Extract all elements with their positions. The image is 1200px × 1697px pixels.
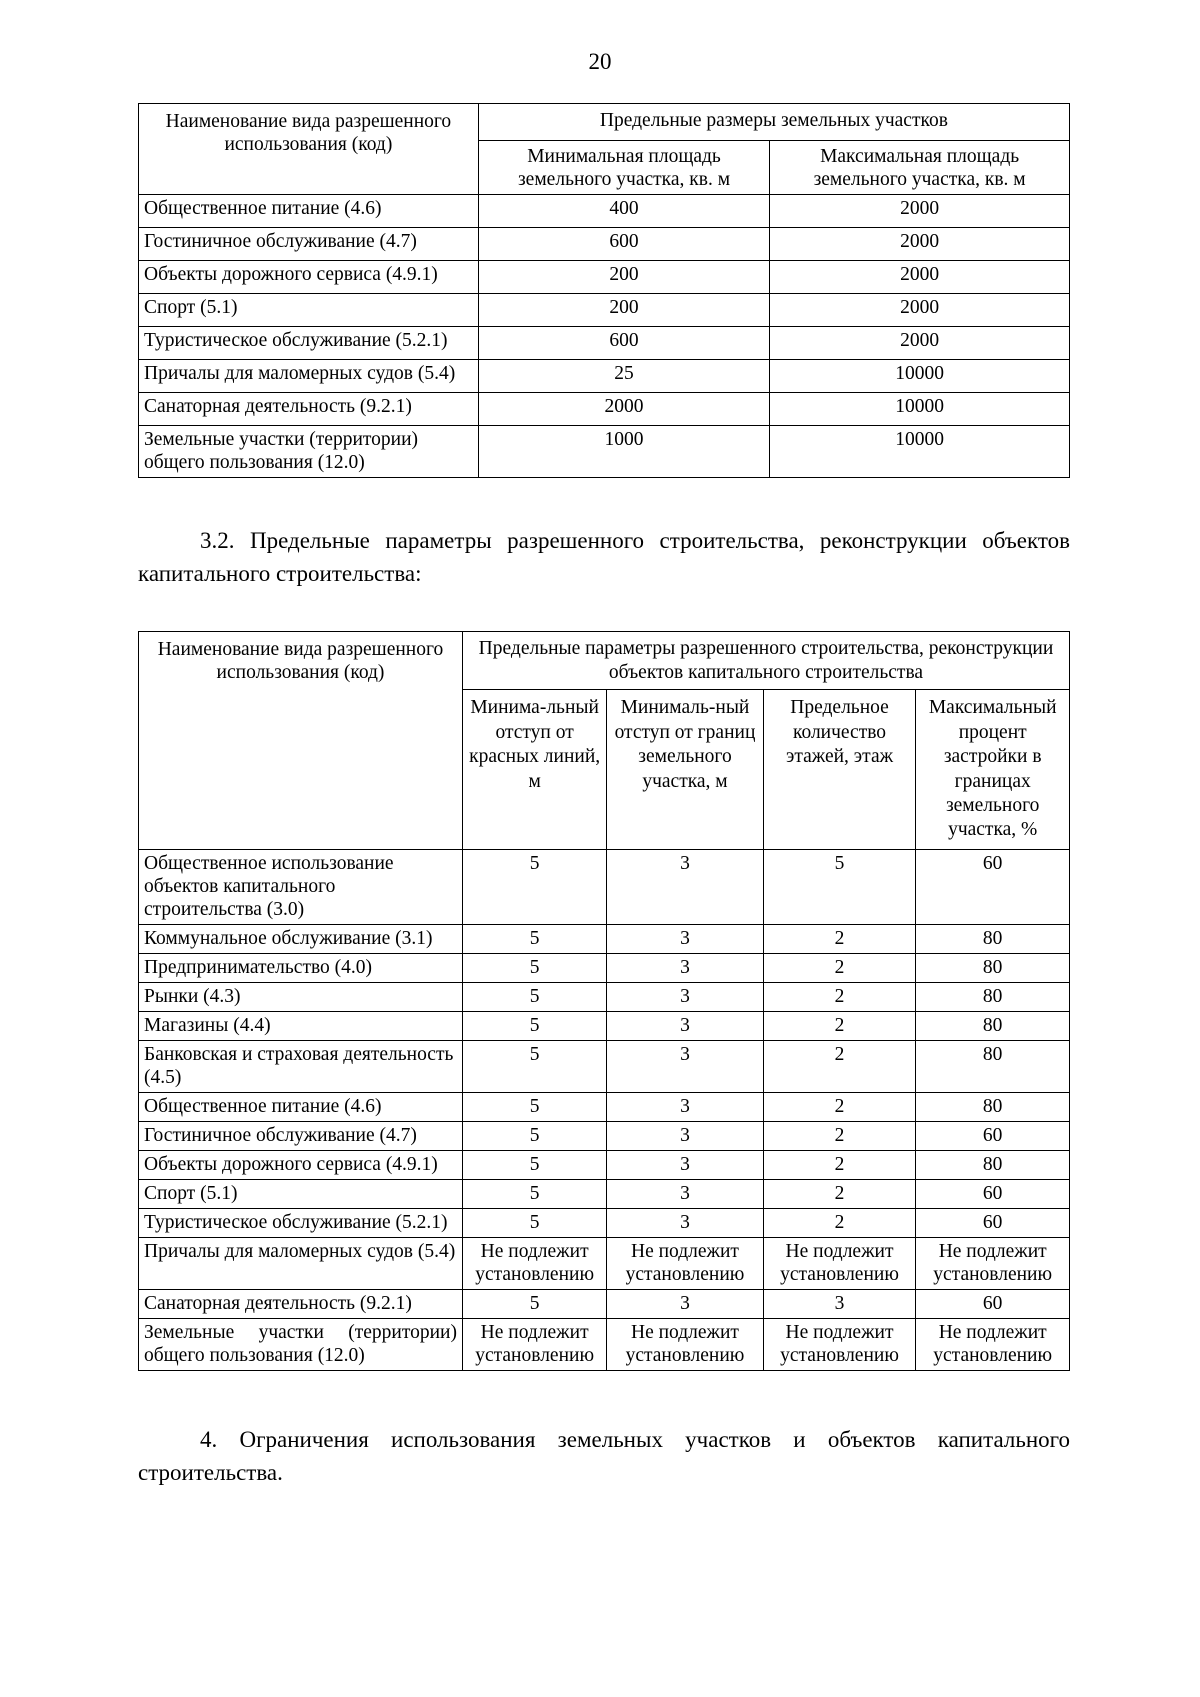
cell-max-floors: 2 xyxy=(763,1011,916,1040)
cell-use-type: Причалы для маломерных судов (5.4) xyxy=(139,360,479,393)
cell-max-floors: 2 xyxy=(763,1092,916,1121)
header-cell-use-type: Наименование вида разрешенного использования (код) xyxy=(139,631,463,849)
cell-max-build-percent: 80 xyxy=(916,1011,1070,1040)
cell-use-type: Предпринимательство (4.0) xyxy=(139,953,463,982)
cell-use-type: Общественное питание (4.6) xyxy=(139,195,479,228)
cell-use-type: Санаторная деятельность (9.2.1) xyxy=(139,1289,463,1318)
cell-min-setback-boundaries: 3 xyxy=(607,953,763,982)
cell-max-build-percent: Не подлежит установлению xyxy=(916,1237,1070,1289)
table-row xyxy=(139,1092,1070,1121)
cell-max-area: 10000 xyxy=(770,360,1070,393)
cell-min-setback-red-lines: 5 xyxy=(462,1150,606,1179)
table-row xyxy=(139,393,1070,426)
cell-min-setback-red-lines: 5 xyxy=(462,924,606,953)
paragraph-3-2: 3.2. Предельные параметры разрешенного строительства, реконструкции объектов капитального строительства: xyxy=(138,528,1070,587)
table-row xyxy=(139,1318,1070,1370)
cell-max-area: 2000 xyxy=(770,228,1070,261)
cell-max-floors: 2 xyxy=(763,1208,916,1237)
cell-min-area: 200 xyxy=(478,261,769,294)
cell-max-floors: 2 xyxy=(763,1040,916,1092)
cell-min-setback-boundaries: 3 xyxy=(607,1040,763,1092)
table-row xyxy=(139,1179,1070,1208)
table-row xyxy=(139,849,1070,924)
table-row xyxy=(139,1208,1070,1237)
header-cell-min-area: Минимальная площадь земельного участка, кв. м xyxy=(478,141,769,195)
cell-use-type: Объекты дорожного сервиса (4.9.1) xyxy=(139,1150,463,1179)
cell-min-setback-red-lines: 5 xyxy=(462,1040,606,1092)
cell-max-floors: 5 xyxy=(763,849,916,924)
cell-min-setback-red-lines: 5 xyxy=(462,1208,606,1237)
header-cell-max-area: Максимальная площадь земельного участка, кв. м xyxy=(770,141,1070,195)
cell-use-type: Коммунальное обслуживание (3.1) xyxy=(139,924,463,953)
cell-min-area: 2000 xyxy=(478,393,769,426)
cell-max-build-percent: 80 xyxy=(916,1092,1070,1121)
cell-min-area: 400 xyxy=(478,195,769,228)
cell-min-setback-boundaries: 3 xyxy=(607,924,763,953)
cell-min-setback-red-lines: 5 xyxy=(462,1121,606,1150)
cell-use-type: Общественное питание (4.6) xyxy=(139,1092,463,1121)
cell-min-setback-red-lines: 5 xyxy=(462,1289,606,1318)
cell-min-setback-red-lines: Не подлежит установлению xyxy=(462,1237,606,1289)
cell-max-floors: 2 xyxy=(763,1179,916,1208)
cell-use-type: Гостиничное обслуживание (4.7) xyxy=(139,228,479,261)
cell-min-setback-red-lines: 5 xyxy=(462,1011,606,1040)
table-row xyxy=(139,195,1070,228)
cell-min-setback-boundaries: 3 xyxy=(607,1179,763,1208)
cell-use-type: Объекты дорожного сервиса (4.9.1) xyxy=(139,261,479,294)
spacer xyxy=(138,591,1070,631)
cell-min-area: 600 xyxy=(478,327,769,360)
cell-min-setback-red-lines: Не подлежит установлению xyxy=(462,1318,606,1370)
cell-max-build-percent: 80 xyxy=(916,1150,1070,1179)
cell-max-floors: Не подлежит установлению xyxy=(763,1237,916,1289)
cell-min-setback-red-lines: 5 xyxy=(462,953,606,982)
cell-min-setback-boundaries: 3 xyxy=(607,982,763,1011)
cell-use-type: Общественное использование объектов капитального строительства (3.0) xyxy=(139,849,463,924)
page-content xyxy=(138,103,1070,1489)
cell-use-type: Санаторная деятельность (9.2.1) xyxy=(139,393,479,426)
table-row xyxy=(139,327,1070,360)
cell-max-build-percent: 80 xyxy=(916,982,1070,1011)
cell-max-area: 10000 xyxy=(770,426,1070,478)
cell-use-type: Рынки (4.3) xyxy=(139,982,463,1011)
table-row xyxy=(139,1040,1070,1092)
cell-max-floors: 2 xyxy=(763,924,916,953)
cell-max-build-percent: 60 xyxy=(916,1121,1070,1150)
spacer xyxy=(138,478,1070,524)
land-plot-size-table xyxy=(138,103,1070,478)
cell-max-area: 2000 xyxy=(770,327,1070,360)
cell-max-build-percent: 60 xyxy=(916,1208,1070,1237)
table-header-row xyxy=(139,631,1070,690)
cell-use-type: Банковская и страховая деятельность (4.5) xyxy=(139,1040,463,1092)
cell-use-type: Земельные участки (территории) общего пользования (12.0) xyxy=(139,426,479,478)
paragraph-4: 4. Ограничения использования земельных участков и объектов капитального строительства. xyxy=(138,1426,1070,1486)
cell-max-area: 2000 xyxy=(770,294,1070,327)
cell-max-build-percent: 60 xyxy=(916,1289,1070,1318)
cell-max-floors: 2 xyxy=(763,953,916,982)
table-row xyxy=(139,953,1070,982)
cell-max-build-percent: 80 xyxy=(916,924,1070,953)
table-header-row xyxy=(139,104,1070,141)
cell-min-setback-boundaries: 3 xyxy=(607,1092,763,1121)
cell-min-setback-boundaries: 3 xyxy=(607,1121,763,1150)
cell-use-type: Гостиничное обслуживание (4.7) xyxy=(139,1121,463,1150)
cell-max-build-percent: 60 xyxy=(916,1179,1070,1208)
cell-max-area: 2000 xyxy=(770,195,1070,228)
header-cell-group-sizes: Предельные размеры земельных участков xyxy=(478,104,1069,141)
table-row xyxy=(139,982,1070,1011)
cell-min-setback-red-lines: 5 xyxy=(462,849,606,924)
table-row xyxy=(139,426,1070,478)
cell-use-type: Магазины (4.4) xyxy=(139,1011,463,1040)
header-cell-max-build-percent: Максимальный процент застройки в границах земельного участка, % xyxy=(916,690,1070,849)
table-row xyxy=(139,294,1070,327)
cell-max-floors: 2 xyxy=(763,1150,916,1179)
cell-min-setback-boundaries: Не подлежит установлению xyxy=(607,1237,763,1289)
cell-max-build-percent: 80 xyxy=(916,1040,1070,1092)
table-row xyxy=(139,1237,1070,1289)
cell-use-type: Земельные участки (территории) общего пользования (12.0) xyxy=(139,1318,463,1370)
table-row xyxy=(139,1150,1070,1179)
table-row xyxy=(139,924,1070,953)
cell-min-setback-boundaries: 3 xyxy=(607,1150,763,1179)
cell-max-floors: Не подлежит установлению xyxy=(763,1318,916,1370)
cell-max-floors: 2 xyxy=(763,982,916,1011)
cell-max-area: 2000 xyxy=(770,261,1070,294)
cell-use-type: Спорт (5.1) xyxy=(139,294,479,327)
cell-min-setback-red-lines: 5 xyxy=(462,1179,606,1208)
header-cell-min-setback-red-lines: Минима-льный отступ от красных линий, м xyxy=(462,690,606,849)
cell-max-floors: 2 xyxy=(763,1121,916,1150)
cell-use-type: Туристическое обслуживание (5.2.1) xyxy=(139,327,479,360)
header-cell-group-parameters: Предельные параметры разрешенного строительства, реконструкции объектов капитального строительства xyxy=(462,631,1069,690)
table-row xyxy=(139,228,1070,261)
cell-min-setback-red-lines: 5 xyxy=(462,1092,606,1121)
cell-min-setback-boundaries: Не подлежит установлению xyxy=(607,1318,763,1370)
cell-max-build-percent: 80 xyxy=(916,953,1070,982)
table-row xyxy=(139,261,1070,294)
table-row xyxy=(139,1121,1070,1150)
cell-min-setback-boundaries: 3 xyxy=(607,1289,763,1318)
header-cell-max-floors: Предельное количество этажей, этаж xyxy=(763,690,916,849)
cell-max-floors: 3 xyxy=(763,1289,916,1318)
page-number: 20 xyxy=(588,49,612,74)
cell-min-area: 1000 xyxy=(478,426,769,478)
table-row xyxy=(139,1011,1070,1040)
table-row xyxy=(139,360,1070,393)
cell-min-setback-red-lines: 5 xyxy=(462,982,606,1011)
building-parameters-table xyxy=(138,631,1070,1371)
header-cell-min-setback-boundaries: Минималь-ный отступ от границ земельного участка, м xyxy=(607,690,763,849)
header-cell-use-type: Наименование вида разрешенного использования (код) xyxy=(139,104,479,195)
cell-min-area: 200 xyxy=(478,294,769,327)
cell-min-area: 600 xyxy=(478,228,769,261)
cell-min-area: 25 xyxy=(478,360,769,393)
cell-use-type: Туристическое обслуживание (5.2.1) xyxy=(139,1208,463,1237)
cell-min-setback-boundaries: 3 xyxy=(607,849,763,924)
cell-use-type: Спорт (5.1) xyxy=(139,1179,463,1208)
cell-use-type: Причалы для маломерных судов (5.4) xyxy=(139,1237,463,1289)
cell-min-setback-boundaries: 3 xyxy=(607,1011,763,1040)
table-row xyxy=(139,1289,1070,1318)
cell-max-build-percent: Не подлежит установлению xyxy=(916,1318,1070,1370)
cell-min-setback-boundaries: 3 xyxy=(607,1208,763,1237)
cell-max-area: 10000 xyxy=(770,393,1070,426)
spacer xyxy=(138,1371,1070,1423)
cell-max-build-percent: 60 xyxy=(916,849,1070,924)
